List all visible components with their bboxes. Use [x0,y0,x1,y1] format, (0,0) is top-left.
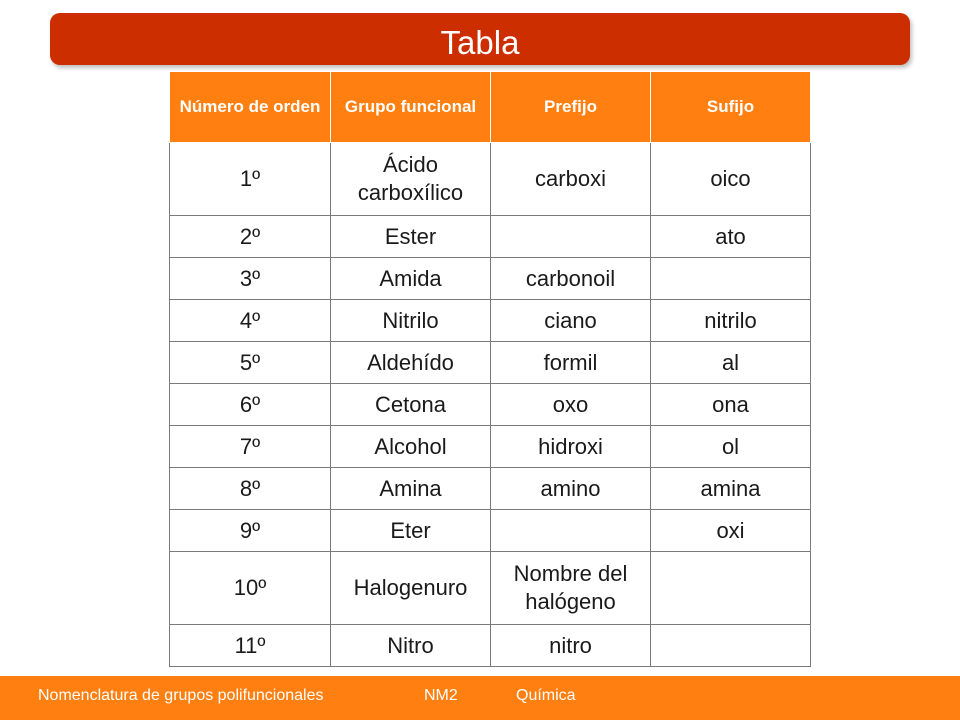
cell-suffix: ol [651,426,811,468]
cell-prefix: oxo [491,384,651,426]
title-bar [50,13,910,65]
table-row [170,552,811,625]
header-functional-group: Grupo funcional [331,72,491,143]
cell-prefix: hidroxi [491,426,651,468]
cell-order: 11º [170,625,331,667]
header-suffix: Sufijo [651,72,811,143]
cell-prefix: Nombre del halógeno [491,552,651,625]
cell-order: 8º [170,468,331,510]
cell-suffix: al [651,342,811,384]
cell-suffix: ato [651,216,811,258]
cell-prefix: carboxi [491,143,651,216]
cell-group: Amina [331,468,491,510]
cell-group: Alcohol [331,426,491,468]
cell-order: 3º [170,258,331,300]
table-row [170,300,811,342]
cell-prefix [491,216,651,258]
cell-prefix: amino [491,468,651,510]
footer-level: NM2 [424,687,458,704]
table-row [170,143,811,216]
table-row [170,510,811,552]
cell-group: Ester [331,216,491,258]
footer-subject-title: Nomenclatura de grupos polifuncionales [38,687,324,704]
cell-suffix: ona [651,384,811,426]
cell-suffix [651,552,811,625]
cell-group: Amida [331,258,491,300]
table-row [170,426,811,468]
table-row [170,468,811,510]
cell-order: 7º [170,426,331,468]
cell-suffix: amina [651,468,811,510]
cell-suffix: oxi [651,510,811,552]
cell-prefix: formil [491,342,651,384]
cell-prefix: nitro [491,625,651,667]
cell-prefix: carbonoil [491,258,651,300]
cell-suffix: oico [651,143,811,216]
cell-group: Nitrilo [331,300,491,342]
cell-group: Halogenuro [331,552,491,625]
cell-order: 5º [170,342,331,384]
header-order-number: Número de orden [170,72,331,143]
cell-suffix: nitrilo [651,300,811,342]
cell-order: 4º [170,300,331,342]
cell-order: 6º [170,384,331,426]
cell-group: Ácido carboxílico [331,143,491,216]
table-row [170,258,811,300]
cell-prefix: ciano [491,300,651,342]
cell-group: Eter [331,510,491,552]
cell-order: 10º [170,552,331,625]
cell-suffix [651,625,811,667]
table-row [170,625,811,667]
cell-group: Aldehído [331,342,491,384]
page-title: Tabla [440,23,520,61]
cell-order: 1º [170,143,331,216]
cell-prefix [491,510,651,552]
cell-suffix [651,258,811,300]
footer-course: Química [516,687,576,704]
functional-groups-table [169,71,811,667]
cell-order: 9º [170,510,331,552]
cell-group: Nitro [331,625,491,667]
table-row [170,216,811,258]
cell-order: 2º [170,216,331,258]
header-prefix: Prefijo [491,72,651,143]
table-row [170,342,811,384]
cell-group: Cetona [331,384,491,426]
table-header-row [170,72,811,143]
table-row [170,384,811,426]
